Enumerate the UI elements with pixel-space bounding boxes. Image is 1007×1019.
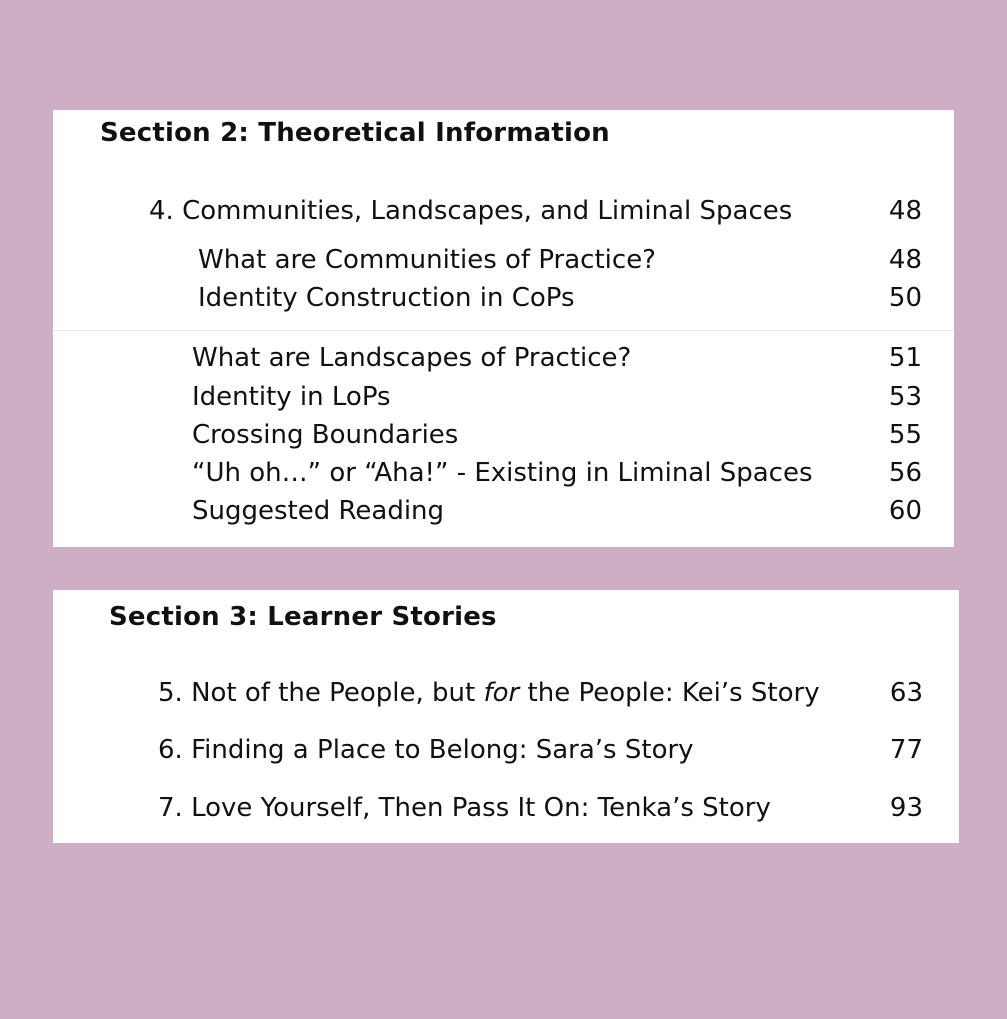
section-2-title: Section 2: Theoretical Information — [100, 118, 610, 148]
toc-subitem: What are Communities of Practice? — [198, 245, 656, 275]
toc-subitem: Identity in LoPs — [192, 382, 391, 412]
toc-subitem: Crossing Boundaries — [192, 420, 459, 450]
chapter-4-page: 48 — [888, 196, 922, 226]
page-break-divider — [53, 330, 954, 331]
toc-subitem-page: 56 — [888, 458, 922, 488]
toc-subitem-page: 48 — [888, 245, 922, 275]
toc-subitem-page: 51 — [888, 343, 922, 373]
toc-subitem: Identity Construction in CoPs — [198, 283, 575, 313]
chapter-5-page: 63 — [889, 678, 923, 708]
chapter-7-page: 93 — [889, 793, 923, 823]
toc-subitem-page: 55 — [888, 420, 922, 450]
toc-subitem-page: 53 — [888, 382, 922, 412]
section-3-panel — [53, 590, 959, 843]
chapter-4-title: 4. Communities, Landscapes, and Liminal Spaces — [149, 196, 793, 226]
section-3-title: Section 3: Learner Stories — [109, 602, 497, 632]
chapter-5-title-suffix: the People: Kei’s Story — [519, 678, 820, 708]
section-2-panel — [53, 110, 954, 547]
toc-subitem-page: 50 — [888, 283, 922, 313]
chapter-7-title: 7. Love Yourself, Then Pass It On: Tenka’s Story — [158, 793, 771, 823]
chapter-6-title: 6. Finding a Place to Belong: Sara’s Story — [158, 735, 694, 765]
toc-subitem: What are Landscapes of Practice? — [192, 343, 632, 373]
toc-subitem-page: 60 — [888, 496, 922, 526]
chapter-5-title-prefix: 5. Not of the People, but — [158, 678, 484, 708]
chapter-5-title-emphasis: for — [483, 678, 520, 708]
toc-subitem: Suggested Reading — [192, 496, 445, 526]
chapter-5-title — [158, 678, 820, 708]
chapter-6-page: 77 — [889, 735, 923, 765]
toc-subitem: “Uh oh…” or “Aha!” - Existing in Liminal Spaces — [192, 458, 813, 488]
